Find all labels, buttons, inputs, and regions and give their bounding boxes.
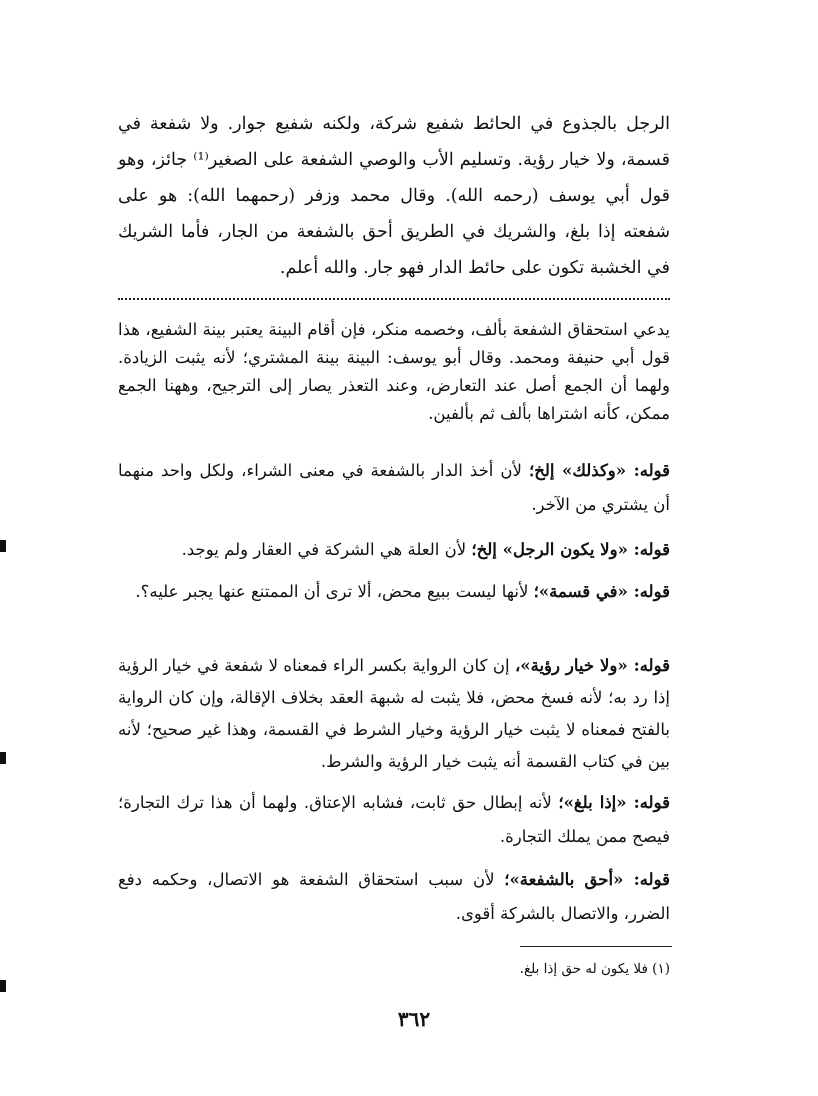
commentary-paragraph <box>118 786 670 854</box>
commentary-lead: قوله: «إذا بلغ»؛ <box>558 793 670 812</box>
commentary-text: يدعي استحقاق الشفعة بألف، وخصمه منكر، فإن أقام البينة يعتبر بينة الشفيع، هذا قول أبي حنيفة ومحمد. وقال أبو يوسف: البينة بينة المشتري؛ لأنه يثبت الزيادة. ولهما أن الجمع أصل عند التعارض، وعند التعذر يصار إلى الترجيح، وههنا الجمع ممكن، كأنه اشتراها بألف ثم بألفين. <box>118 320 670 423</box>
margin-mark <box>0 540 6 552</box>
margin-mark <box>0 752 6 764</box>
commentary-text: لأن العلة هي الشركة في العقار ولم يوجد. <box>181 540 472 559</box>
commentary-paragraph <box>118 573 670 611</box>
footnote: (١) فلا يكون له حق إذا بلغ. <box>519 961 670 977</box>
commentary-paragraph <box>118 316 670 428</box>
commentary-text: لأنه إبطال حق ثابت، فشابه الإعتاق. ولهما أن هذا ترك التجارة؛ فيصح ممن يملك التجارة. <box>118 793 670 846</box>
page-number-text: ٣٦٢ <box>397 1007 431 1031</box>
commentary-paragraph <box>118 650 670 778</box>
commentary-lead: قوله: «ولا يكون الرجل» إلخ؛ <box>471 540 670 559</box>
page-number <box>340 1004 480 1034</box>
commentary-paragraph <box>118 454 670 522</box>
commentary-lead: قوله: «ولا خيار رؤية»، <box>514 656 670 675</box>
dotted-separator <box>118 298 670 300</box>
commentary-paragraph <box>118 863 670 931</box>
main-text: الرجل بالجذوع في الحائط شفيع شركة، ولكنه شفيع جوار. ولا شفعة في قسمة، ولا خيار رؤية. وتسليم الأب والوصي الشفعة على الصغير⁽¹⁾ جائز، وهو قول أبي يوسف (رحمه الله). وقال محمد وزفر (رحمهما الله): هو على شفعته إذا بلغ، والشريك في الطريق أحق بالشفعة من الجار، فأما الشريك في الخشبة تكون على حائط الدار فهو جار. والله أعلم. <box>118 114 670 278</box>
commentary-text: لأنها ليست ببيع محض، ألا ترى أن الممتنع عنها يجبر عليه؟. <box>135 582 534 601</box>
commentary-lead: قوله: «أحق بالشفعة»؛ <box>504 870 670 889</box>
commentary-paragraph <box>118 533 670 567</box>
footnote-rule <box>520 946 672 947</box>
commentary-text: لأن سبب استحقاق الشفعة هو الاتصال، وحكمه دفع الضرر، والاتصال بالشركة أقوى. <box>118 870 670 923</box>
margin-mark <box>0 980 6 992</box>
commentary-lead: قوله: «في قسمة»؛ <box>533 582 670 601</box>
commentary-text: إن كان الرواية بكسر الراء فمعناه لا شفعة في خيار الرؤية إذا رد به؛ لأنه فسخ محض، فلا يثبت له شبهة العقد بخلاف الإقالة، وإن كان الرواية بالفتح فمعناه لا يثبت خيار الرؤية وخيار الشرط في القسمة، وهذا غير صحيح؛ لأنه بين في كتاب القسمة أنه يثبت خيار الرؤية والشرط. <box>118 656 670 771</box>
commentary-lead: قوله: «وكذلك» إلخ؛ <box>529 461 671 480</box>
commentary-text: لأن أخذ الدار بالشفعة في معنى الشراء، ولكل واحد منهما أن يشتري من الآخر. <box>118 461 670 514</box>
